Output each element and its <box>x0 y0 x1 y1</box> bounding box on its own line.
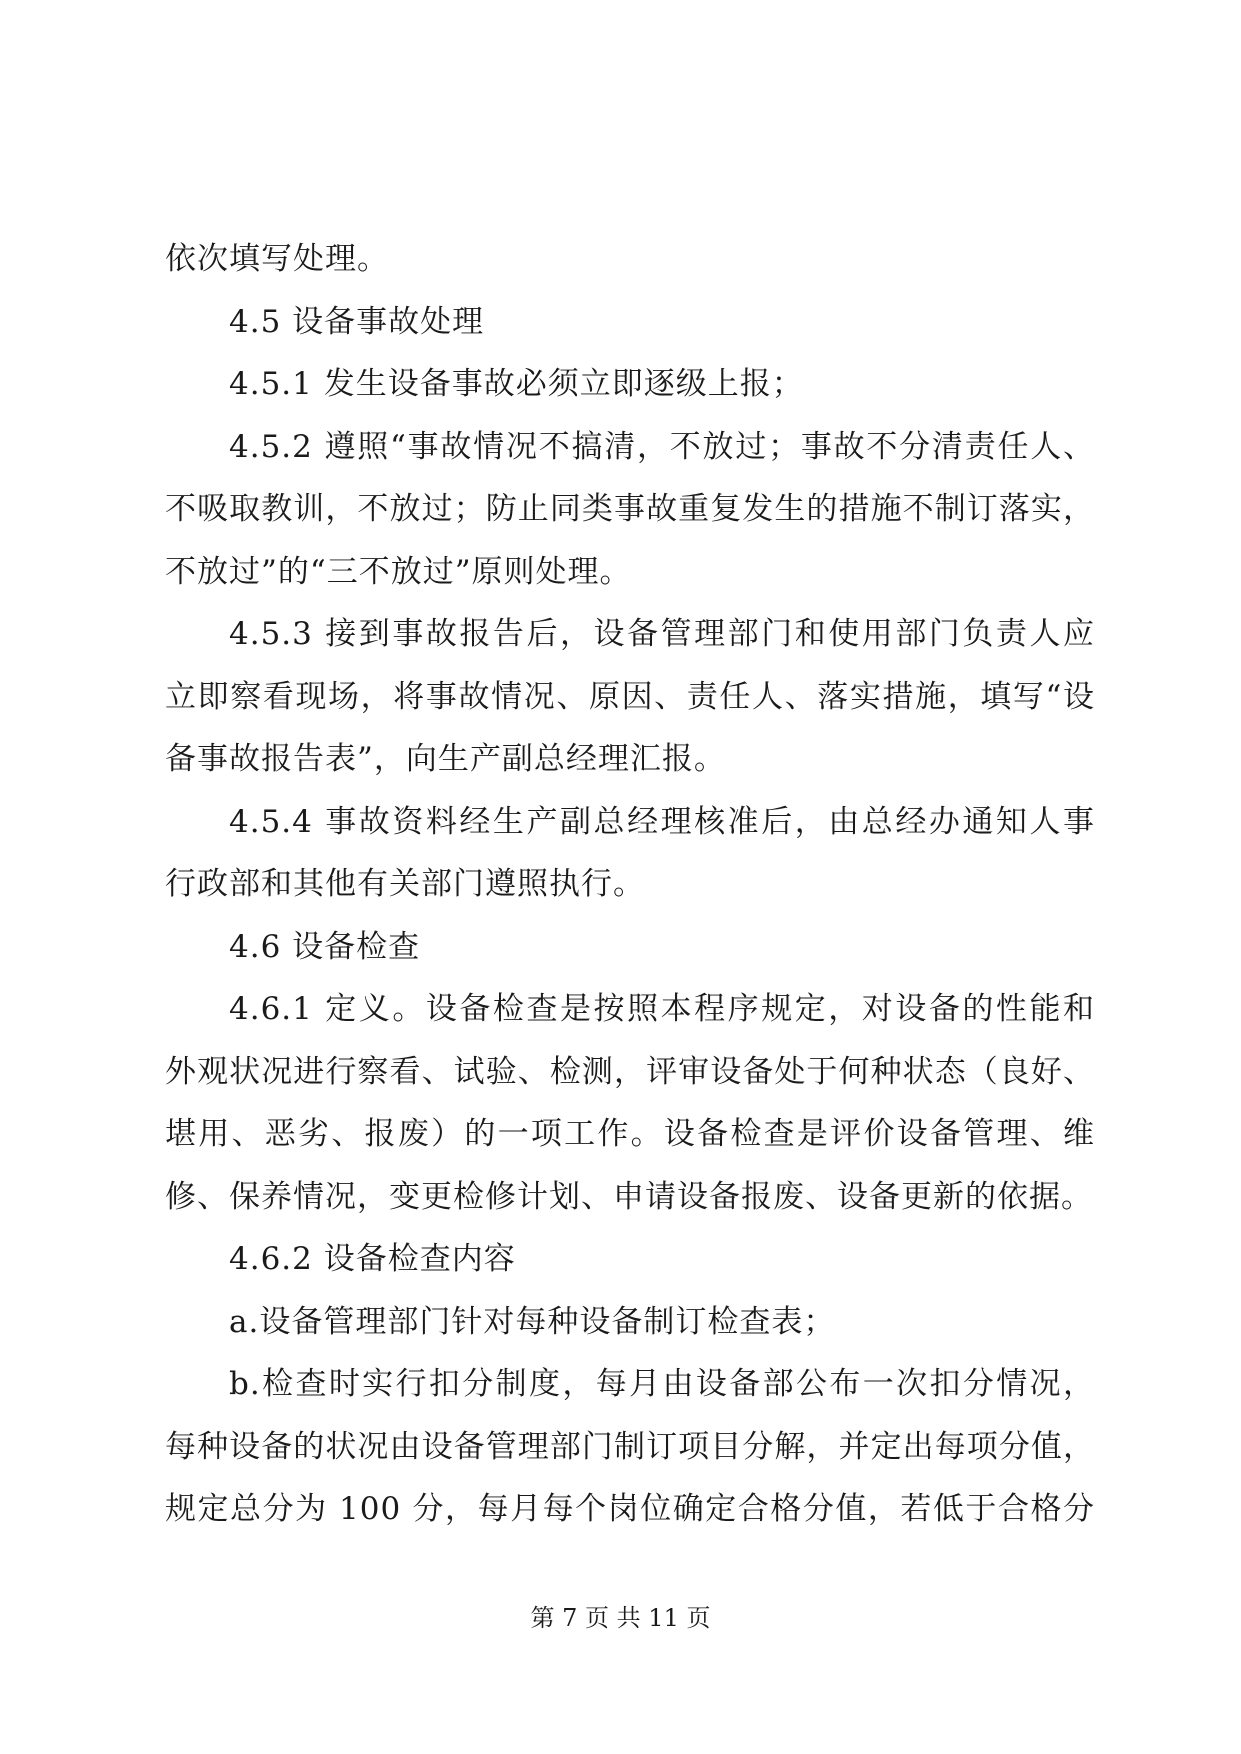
text-line: 每种设备的状况由设备管理部门制订项目分解，并定出每项分值， <box>165 1428 1095 1465</box>
text-line: 4.6 设备检查 <box>229 928 421 965</box>
text-line: 4.5 设备事故处理 <box>229 303 485 340</box>
text-line: 规定总分为 100 分，每月每个岗位确定合格分值，若低于合格分 <box>165 1491 1095 1527</box>
text-line: 4.5.3 接到事故报告后，设备管理部门和使用部门负责人应 <box>229 616 1095 652</box>
text-line: 行政部和其他有关部门遵照执行。 <box>165 866 645 902</box>
document-body <box>165 228 1095 1541</box>
text-line: 4.5.2 遵照“事故情况不搞清，不放过；事故不分清责任人、 <box>229 428 1095 465</box>
text-line: 4.5.4 事故资料经生产副总经理核准后，由总经办通知人事 <box>229 803 1095 840</box>
text-line: a.设备管理部门针对每种设备制订检查表； <box>229 1303 836 1340</box>
text-line: 立即察看现场，将事故情况、原因、责任人、落实措施，填写“设 <box>165 678 1095 715</box>
page-number-footer: 第 7 页 共 11 页 <box>530 1604 711 1632</box>
text-line: 依次填写处理。 <box>165 241 389 277</box>
text-line: 堪用、恶劣、报废）的一项工作。设备检查是评价设备管理、维 <box>165 1116 1095 1152</box>
text-line: 修、保养情况，变更检修计划、申请设备报废、设备更新的依据。 <box>165 1178 1093 1215</box>
text-line: b.检查时实行扣分制度，每月由设备部公布一次扣分情况， <box>229 1366 1095 1402</box>
text-line: 备事故报告表”，向生产副总经理汇报。 <box>165 741 726 777</box>
text-line: 外观状况进行察看、试验、检测，评审设备处于何种状态（良好、 <box>165 1053 1095 1090</box>
text-line: 不吸取教训，不放过；防止同类事故重复发生的措施不制订落实， <box>165 491 1095 527</box>
text-line: 不放过”的“三不放过”原则处理。 <box>165 553 632 590</box>
text-line: 4.5.1 发生设备事故必须立即逐级上报； <box>229 366 804 402</box>
text-line: 4.6.2 设备检查内容 <box>229 1241 516 1277</box>
text-line: 4.6.1 定义。设备检查是按照本程序规定，对设备的性能和 <box>229 991 1095 1027</box>
